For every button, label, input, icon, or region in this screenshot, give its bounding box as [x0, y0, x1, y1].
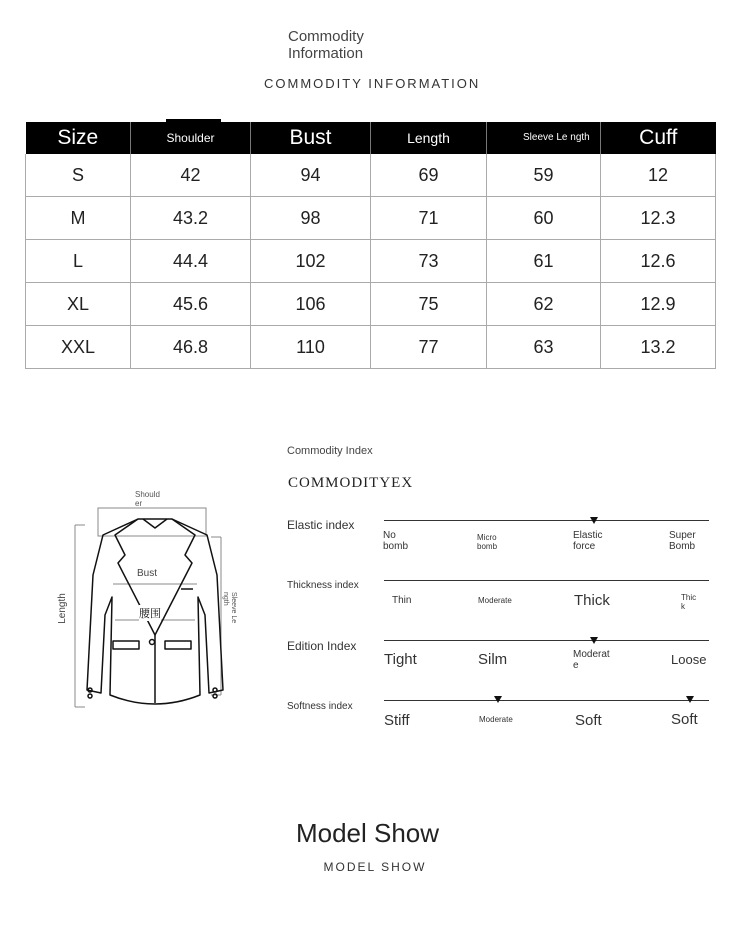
table-row — [26, 154, 716, 197]
index-option: Soft — [671, 711, 698, 728]
cell-cuff: 12.3 — [601, 197, 716, 240]
index-scale-line — [384, 520, 709, 521]
index-marker — [590, 637, 598, 644]
cell-size: M — [26, 197, 131, 240]
table-row — [26, 240, 716, 283]
commodity-info-caps: COMMODITY INFORMATION — [264, 76, 481, 91]
index-option: Thin — [392, 595, 412, 606]
index-option: Super Bomb — [669, 530, 696, 552]
diagram-label-bust: Bust — [137, 568, 158, 579]
cell-sleeve: 60 — [487, 197, 601, 240]
cell-sleeve: 61 — [487, 240, 601, 283]
diagram-label-waist: 腰围 — [139, 605, 161, 621]
cell-length: 69 — [371, 154, 487, 197]
model-show-title: Model Show — [295, 818, 440, 848]
index-option: Micro bomb — [477, 533, 498, 551]
cell-cuff: 12 — [601, 154, 716, 197]
index-marker — [686, 696, 694, 703]
index-scale-line — [384, 580, 709, 581]
table-header-row — [26, 122, 716, 154]
index-option: Tight — [384, 651, 417, 668]
cell-size: S — [26, 154, 131, 197]
cell-bust: 102 — [251, 240, 371, 283]
diagram-label-sleeve: Sleeve Le ngth — [222, 592, 237, 624]
cell-shoulder: 45.6 — [131, 283, 251, 326]
index-marker — [590, 517, 598, 524]
cell-shoulder: 42 — [131, 154, 251, 197]
index-label: Thickness index — [287, 580, 359, 591]
col-header-sleeve-length: Sleeve Le ngth — [487, 122, 601, 154]
index-option: Moderate — [479, 715, 513, 724]
index-label: Softness index — [287, 701, 353, 712]
commodity-index-title: Commodity Index — [287, 445, 373, 457]
index-option: No bomb — [383, 530, 409, 552]
col-header-length: Length — [371, 122, 487, 154]
table-row — [26, 326, 716, 369]
cell-length: 75 — [371, 283, 487, 326]
commodity-index-caps: COMMODITYEX — [288, 475, 414, 491]
cell-size: L — [26, 240, 131, 283]
cell-length: 71 — [371, 197, 487, 240]
cell-size: XXL — [26, 326, 131, 369]
index-option: Moderate — [478, 596, 512, 605]
index-option: Stiff — [384, 712, 410, 729]
cell-bust: 106 — [251, 283, 371, 326]
index-scale-line — [384, 640, 709, 641]
col-header-cuff: Cuff — [601, 122, 716, 154]
diagram-label-length: Length — [56, 593, 68, 624]
index-marker — [494, 696, 502, 703]
model-show-caps: MODEL SHOW — [323, 860, 427, 874]
col-header-shoulder: Shoulder — [131, 122, 251, 154]
index-label: Edition Index — [287, 639, 357, 653]
index-option: Elastic force — [573, 530, 603, 552]
size-table — [25, 122, 716, 369]
commodity-info-title: Commodity Information — [288, 28, 364, 62]
diagram-label-shoulder: Should er — [135, 490, 160, 508]
index-option: Loose — [671, 652, 707, 667]
blazer-diagram — [55, 485, 255, 720]
index-option: Thic k — [681, 593, 697, 611]
cell-shoulder: 43.2 — [131, 197, 251, 240]
cell-bust: 110 — [251, 326, 371, 369]
cell-sleeve: 59 — [487, 154, 601, 197]
index-scale-line — [384, 700, 709, 701]
cell-length: 73 — [371, 240, 487, 283]
index-option: Moderat e — [573, 649, 610, 671]
cell-sleeve: 63 — [487, 326, 601, 369]
table-row — [26, 197, 716, 240]
cell-cuff: 13.2 — [601, 326, 716, 369]
cell-cuff: 12.6 — [601, 240, 716, 283]
table-row — [26, 283, 716, 326]
index-option: Silm — [478, 651, 508, 668]
cell-length: 77 — [371, 326, 487, 369]
cell-bust: 94 — [251, 154, 371, 197]
cell-size: XL — [26, 283, 131, 326]
cell-bust: 98 — [251, 197, 371, 240]
index-label: Elastic index — [287, 518, 355, 532]
col-header-bust: Bust — [251, 122, 371, 154]
cell-cuff: 12.9 — [601, 283, 716, 326]
index-option: Thick — [574, 592, 610, 609]
cell-sleeve: 62 — [487, 283, 601, 326]
cell-shoulder: 46.8 — [131, 326, 251, 369]
cell-shoulder: 44.4 — [131, 240, 251, 283]
col-header-size: Size — [26, 122, 131, 154]
index-option: Soft — [575, 712, 602, 729]
